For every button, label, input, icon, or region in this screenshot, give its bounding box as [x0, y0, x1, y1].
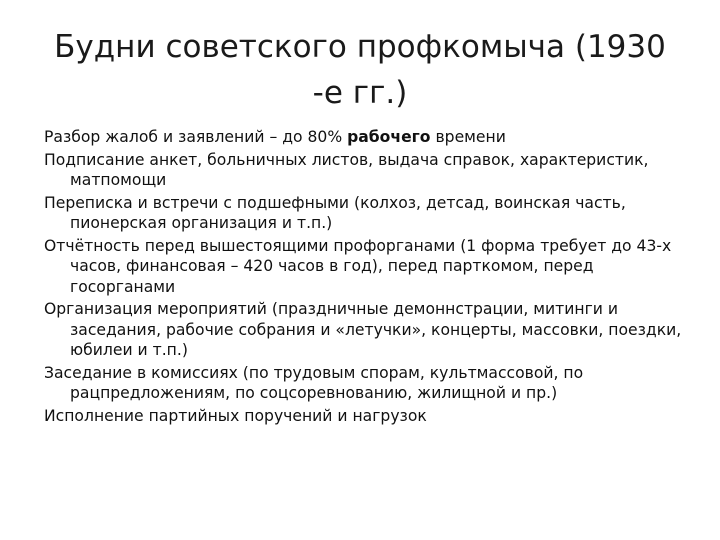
list-item: Заседание в комиссиях (по трудовым спорам, культмассовой, по рацпредложениям, по соцсоревнованию, жилищной и пр.)	[44, 363, 584, 402]
list-item-text: времени	[430, 128, 506, 146]
list-item: Переписка и встречи с подшефными (колхоз, детсад, воинская часть, пионерская организация и т.п.)	[44, 193, 626, 232]
title-line-1: Будни советского профкомыча (1930	[54, 29, 666, 65]
list-item: Отчётность перед вышестоящими профорганами (1 форма требует до 43-х часов, финансовая – 420 часов в год), перед парткомом, перед госорганами	[44, 236, 672, 296]
list-item-bold-text: рабочего	[347, 128, 431, 146]
list-item	[44, 127, 694, 148]
list-item: Подписание анкет, больничных листов, выдача справок, характеристик, матпомощи	[44, 150, 649, 189]
list-item: Организация мероприятий (праздничные демоннстрации, митинги и заседания, рабочие собрания и «летучки», концерты, массовки, поездки, юбилеи и т.п.)	[44, 300, 682, 359]
slide-title	[36, 24, 684, 116]
title-line-2: -е гг.)	[312, 75, 408, 111]
bullet-list	[44, 127, 694, 428]
list-item: Исполнение партийных поручений и нагрузок	[44, 406, 427, 425]
list-item-text: Разбор жалоб и заявлений – до 80%	[44, 128, 348, 146]
